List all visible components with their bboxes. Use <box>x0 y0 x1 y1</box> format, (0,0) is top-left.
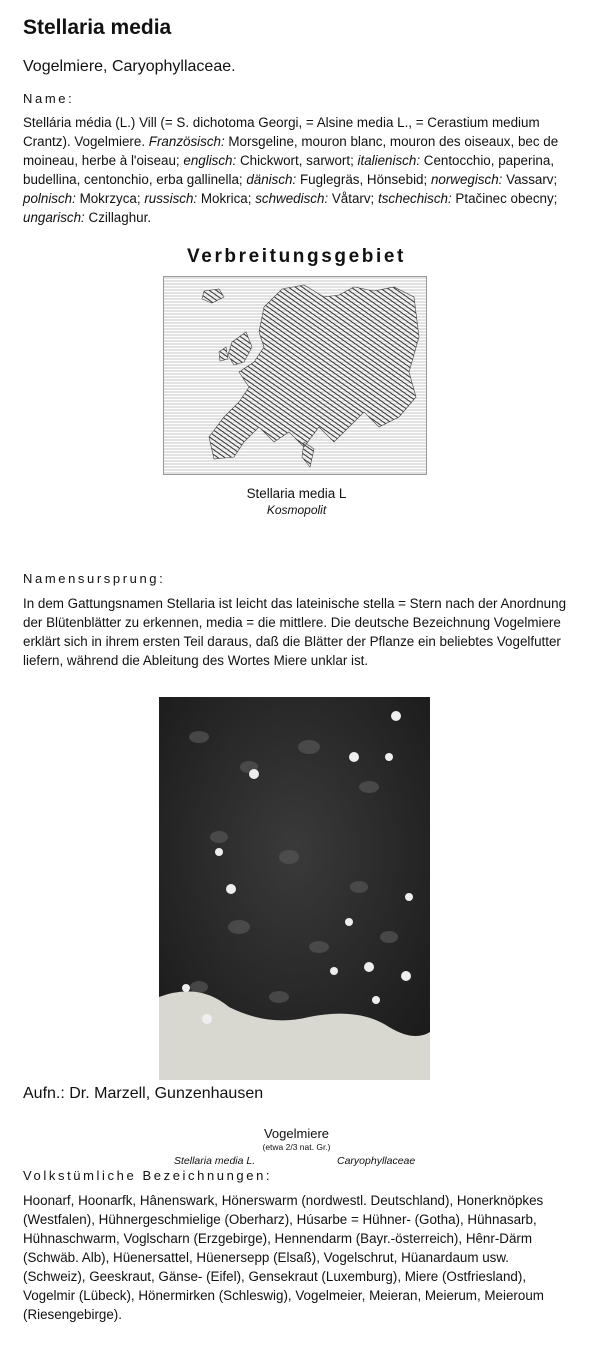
page-title: Stellaria media <box>23 16 172 39</box>
name-paragraph <box>23 113 575 227</box>
language-label: russisch: <box>144 191 198 206</box>
language-label: Französisch: <box>148 134 225 149</box>
page-subtitle: Vogelmiere, Caryophyllaceae. <box>23 58 236 75</box>
language-label: schwedisch: <box>255 191 329 206</box>
map-caption: Stellaria media L <box>246 486 347 501</box>
distribution-map <box>163 276 427 475</box>
folk-heading: Volkstümliche Bezeichnungen: <box>23 1168 273 1183</box>
name-text: Chickwort, sarwort; <box>236 153 358 168</box>
distribution-title: Verbreitungsgebiet <box>187 246 406 267</box>
language-label: dänisch: <box>246 172 297 187</box>
language-label: englisch: <box>183 153 237 168</box>
name-text: Våtarv; <box>328 191 379 206</box>
origin-heading: Namensursprung: <box>23 571 166 586</box>
name-text: Czillaghur. <box>84 210 152 225</box>
language-label: tschechisch: <box>378 191 452 206</box>
name-text: Centocchio, paperina, budellina, centonchio, erba gallinella; <box>23 153 555 187</box>
folk-paragraph: Hoonarf, Hoonarfk, Hânenswark, Hönerswarm (nordwestl. Deutschland), Honerknöpkes (Westfalen), Hühnergeschmielige (Oberharz), Húsarbe = Hühner- (Gotha), Hühnasarb, Hühnaschwarm, Voglscharn (Erzgebirge), Hennendarm (Bayr.-österreich), Hênr-Därm (Schwäb. Alb), Hüenersattel, Hüenersepp (Elsaß), Vogelschrut, Hüanardaum usw. (Schweiz), Geeskraut, Gänse- (Eifel), Gensekraut (Luxemburg), Miere (Ostfriesland), Vogelmir (Lübeck), Hönermirken (Schleswig), Vogelmeier, Meieran, Meierum, Meieroum (Riesengebirge). <box>23 1193 544 1322</box>
language-label: polnisch: <box>23 191 76 206</box>
plant-photo <box>159 697 430 1080</box>
photo-credit: Aufn.: Dr. Marzell, Gunzenhausen <box>23 1085 264 1102</box>
name-heading: Name: <box>23 91 75 106</box>
photo-label-family: Caryophyllaceae <box>337 1155 416 1167</box>
photo-label-species: Stellaria media L. <box>174 1155 256 1167</box>
name-text: Vassarv; <box>502 172 558 187</box>
chickweed-photo-icon <box>159 697 430 1080</box>
europe-map-icon <box>164 277 426 474</box>
name-text: Ptačinec obecny; <box>451 191 558 206</box>
name-text: Stellária média (L.) Vill (= S. dichotoma Georgi, = Alsine media L., = Cerastium medium Crantz). Vogelmiere. <box>23 115 540 149</box>
origin-paragraph: In dem Gattungsnamen Stellaria ist leicht das lateinische stella = Stern nach der Anordnung der Blütenblätter zu erkennen, media = die mittlere. Die deutsche Bezeichnung Vogelmiere erklärt sich in ihrem ersten Teil daraus, daß die Blätter der Pflanze ein beliebtes Vogelfutter liefern, während die Ableitung des Wortes Miere unklar ist. <box>23 596 567 668</box>
name-text: Morsgeline, mouron blanc, mouron des oiseaux, bec de moineau, herbe à l'oiseau; <box>23 134 559 168</box>
language-label: ungarisch: <box>23 210 85 225</box>
name-text: Mokrzyca; <box>75 191 145 206</box>
name-text: Fuglegräs, Hönsebid; <box>296 172 431 187</box>
photo-label-scale: (etwa 2/3 nat. Gr.) <box>262 1142 331 1152</box>
name-text: Mokrica; <box>197 191 256 206</box>
photo-label-name: Vogelmiere <box>263 1126 330 1141</box>
language-label: italienisch: <box>357 153 421 168</box>
map-caption-sub: Kosmopolit <box>266 503 327 517</box>
language-label: norwegisch: <box>430 172 503 187</box>
